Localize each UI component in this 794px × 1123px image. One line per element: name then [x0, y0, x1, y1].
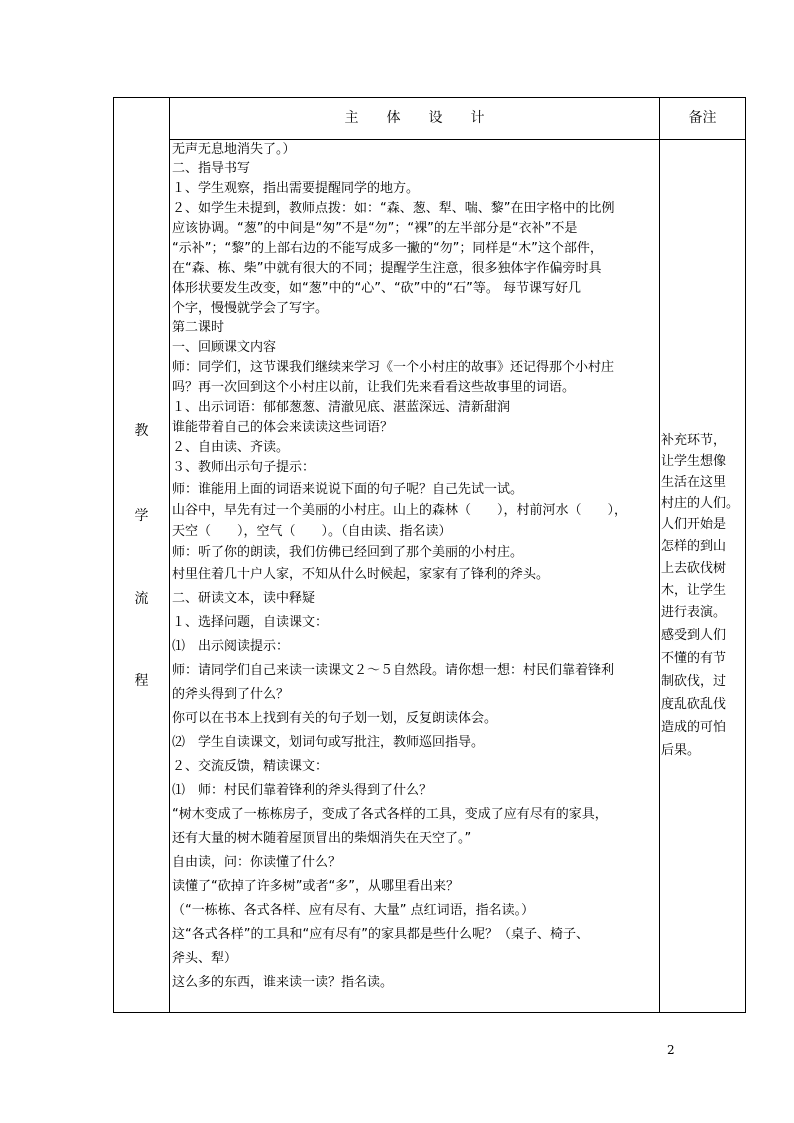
header-note: 备注	[688, 110, 717, 126]
lesson-table	[113, 97, 746, 1013]
content-line: 体形状要发生改变，如“葱”中的“心”、“砍”中的“石”等。 每节课写好几	[172, 281, 582, 296]
content-line: 师：请同学们自己来读一读课文２～５自然段。请你想一想：村民们靠着锋利	[172, 663, 615, 678]
content-line: 的斧头得到了什么？	[172, 687, 290, 702]
content-line: ３、教师出示句子提示：	[172, 460, 316, 475]
content-line: 无声无息地消失了。）	[172, 142, 296, 157]
page-number: 2	[667, 1043, 675, 1057]
content-line: 应该协调。“葱”的中间是“匆”不是“勿”；“裸”的左半部分是“衣补”不是	[172, 221, 578, 236]
content-line: “树木变成了一栋栋房子，变成了各式各样的工具，变成了应有尽有的家具，	[172, 807, 608, 822]
content-line: 在“森、栋、柴”中就有很大的不同；提醒学生注意，很多独体字作偏旁时具	[172, 261, 602, 276]
content-line: 吗？再一次回到这个小村庄以前，让我们先来看看这些故事里的词语。	[172, 380, 576, 395]
content-line: ⑵ 学生自读课文，划词句或写批注，教师巡回指导。	[172, 735, 485, 750]
note-line: 进行表演。	[661, 605, 727, 620]
content-line: 这么多的东西，谁来读一读？指名读。	[172, 975, 394, 990]
content-line: “示补”；“黎”的上部右边的不能写成多一撇的“勿”；同样是“木”这个部件，	[172, 241, 603, 256]
side-label-char: 流	[134, 591, 149, 607]
content-line: ２、交流反馈，精读课文：	[172, 759, 329, 774]
note-line: 不懂的有节	[661, 651, 727, 666]
note-line: 造成的可怕	[661, 720, 727, 735]
side-label-char: 教	[134, 423, 149, 439]
content-line: 个字，慢慢就学会了写字。	[172, 301, 329, 316]
side-label-char: 学	[134, 508, 149, 524]
note-line: 村庄的人们。	[661, 496, 740, 511]
note-line: 木，让学生	[661, 583, 727, 598]
content-line: １、学生观察，指出需要提醒同学的地方。	[172, 181, 420, 196]
content-line: ２、如学生未提到，教师点拨：如：“森、葱、犁、喘、黎”在田字格中的比例	[172, 201, 615, 216]
content-line: 二、研读文本，读中释疑	[172, 591, 316, 606]
content-line: 师：听了你的朗读，我们仿佛已经回到了那个美丽的小村庄。	[172, 545, 524, 560]
content-line: 师：同学们，这节课我们继续来学习《一个小村庄的故事》还记得那个小村庄	[172, 360, 615, 375]
header-divider	[169, 139, 745, 140]
content-line: ⑴ 出示阅读提示：	[172, 639, 290, 654]
content-line: ２、自由读、齐读。	[172, 440, 290, 455]
note-line: 度乱砍乱伐	[661, 697, 727, 712]
content-line: （“一栋栋、各式各样、应有尽有、大量” 点红词语，指名读。）	[172, 903, 535, 918]
content-line: 一、回顾课文内容	[172, 340, 277, 355]
content-line: １、出示词语：郁郁葱葱、清澈见底、湛蓝深远、清新甜润	[172, 400, 511, 415]
column-divider	[659, 98, 660, 1012]
content-line: 读懂了“砍掉了许多树”或者“多”，从哪里看出来？	[172, 879, 459, 894]
content-line: 村里住着几十户人家，不知从什么时候起，家家有了锋利的斧头。	[172, 567, 550, 582]
header-title: 主 体 设 计	[344, 110, 485, 126]
content-line: 自由读，问：你读懂了什么？	[172, 855, 342, 870]
content-line: 这“各式各样”的工具和“应有尽有”的家具都是些什么呢？（桌子、椅子、	[172, 927, 589, 942]
content-line: 斧头、犁）	[172, 951, 238, 966]
note-line: 人们开始是	[661, 517, 727, 532]
note-line: 让学生想像	[661, 454, 727, 469]
content-line: 第二课时	[172, 320, 225, 335]
side-label-char: 程	[134, 673, 149, 689]
note-line: 制砍伐，过	[661, 674, 727, 689]
content-line: 还有大量的树木随着屋顶冒出的柴烟消失在天空了。”	[172, 831, 472, 846]
content-line: 你可以在书本上找到有关的句子划一划，反复朗读体会。	[172, 711, 498, 726]
content-line: ⑴ 师：村民们靠着锋利的斧头得到了什么？	[172, 783, 433, 798]
content-line: 山谷中，早先有过一个美丽的小村庄。山上的森林（ ），村前河水（ ），	[172, 503, 628, 518]
note-line: 怎样的到山	[661, 539, 727, 554]
content-line: 二、指导书写	[172, 161, 251, 176]
content-line: 师：谁能用上面的词语来说说下面的句子呢？自己先试一试。	[172, 482, 524, 497]
content-line: 谁能带着自己的体会来读读这些词语？	[172, 420, 394, 435]
note-line: 后果。	[661, 743, 701, 758]
note-line: 感受到人们	[661, 628, 727, 643]
content-line: １、选择问题，自读课文：	[172, 615, 329, 630]
note-line: 生活在这里	[661, 475, 727, 490]
column-divider	[169, 98, 170, 1012]
content-line: 天空（ ），空气（ ）。（自由读、指名读）	[172, 524, 452, 539]
note-line: 上去砍伐树	[661, 561, 727, 576]
note-line: 补充环节，	[661, 433, 727, 448]
